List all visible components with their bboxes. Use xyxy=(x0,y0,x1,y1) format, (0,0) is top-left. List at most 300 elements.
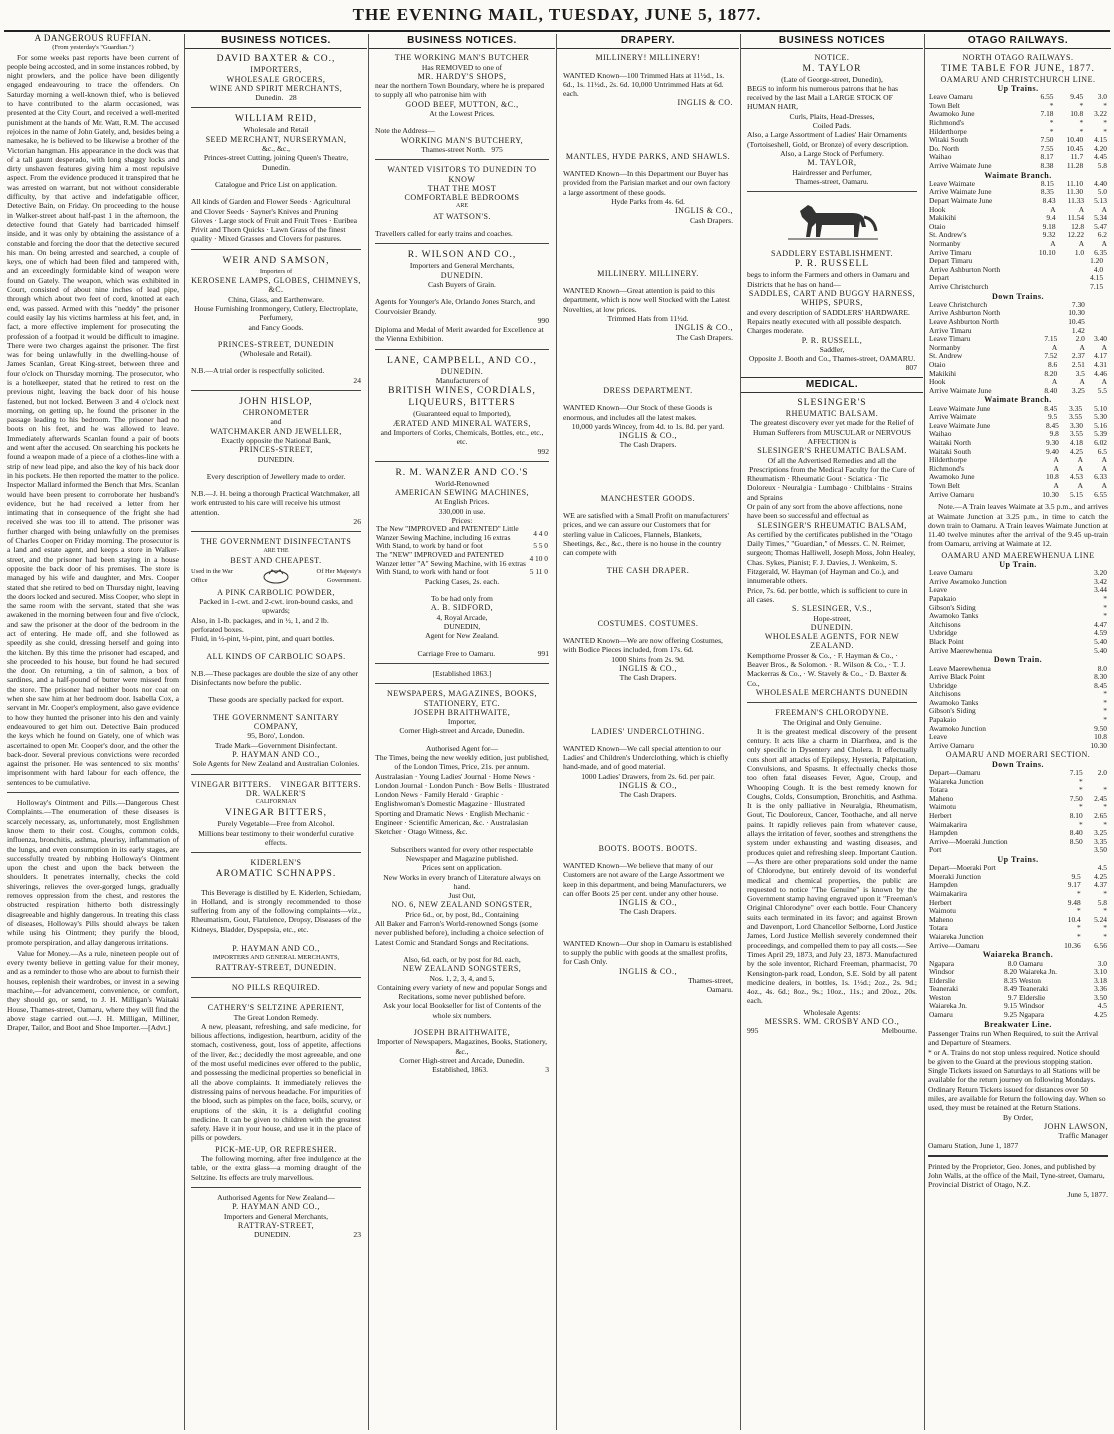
ad-signature: The Cash Drapers. xyxy=(619,907,677,917)
ad-line: 1000 Shirts from 2s. 9d. xyxy=(611,654,685,664)
section-title: Up Trains. xyxy=(997,83,1039,93)
time-cell: A xyxy=(1050,204,1056,214)
station-name: Waiareka Junction xyxy=(929,932,984,942)
timetable-waimate-4 xyxy=(928,405,1108,422)
ad-name: R. WILSON AND CO., xyxy=(407,250,517,261)
time-cell: 2.45 xyxy=(1094,793,1107,803)
time-cell: * xyxy=(1103,785,1107,795)
time-cell: 3.50 xyxy=(1094,845,1107,855)
ad-line: MR. HARDY'S SHOPS, xyxy=(417,71,507,81)
ad-line: Prices sent on application. xyxy=(422,863,502,873)
ad-line: MESSRS. WM. CROSBY AND CO., xyxy=(764,1017,900,1027)
ad-line: House Furnishing Ironmongery, Cutlery, Electroplate, Perfumery, xyxy=(194,303,358,323)
ad-line: World-Renowned xyxy=(435,478,489,488)
ad-line: Of Her Majesty's Government. xyxy=(316,568,361,585)
column-business-3 xyxy=(740,34,923,1430)
timetable-row xyxy=(928,846,1108,855)
time-cell: 8.49 xyxy=(1004,984,1017,994)
station-name: Leave Oamaru xyxy=(929,568,973,578)
station-name: Otaio xyxy=(929,360,946,369)
time-cell: Waiareka Jn. xyxy=(1018,967,1057,977)
ad-line: DUNEDIN. xyxy=(257,454,295,464)
ad-line: Millions bear testimony to their wonderful curative effects. xyxy=(198,828,354,847)
time-cell: 5.39 xyxy=(1094,429,1107,439)
ad-line: Melbourne. xyxy=(881,1026,917,1036)
ad-line: WORKING MAN'S BUTCHERY, xyxy=(400,135,524,145)
timetable-waimate-5 xyxy=(928,422,1108,499)
section-header-medical: MEDICAL. xyxy=(741,377,923,393)
ad-line: P. HAYMAN AND CO., xyxy=(232,1202,320,1212)
ad-line: Corner High-street and Arcade, Dunedin. xyxy=(399,1055,525,1065)
ad-underclothing xyxy=(563,727,733,800)
ad-line: AROMATIC SCHNAPPS. xyxy=(215,868,337,879)
time-cell: 7.15 xyxy=(1069,768,1083,778)
ad-line: ARE xyxy=(456,203,468,210)
time-cell: 5.8 xyxy=(1097,897,1107,907)
ad-line: Catalogue and Price List on application. xyxy=(215,179,337,189)
station-name: Awamoko Tanks xyxy=(929,611,979,621)
station-name: Totara xyxy=(929,923,948,933)
ad-name: R. M. WANZER AND CO.'S xyxy=(395,467,529,478)
timetable-row xyxy=(928,742,1108,751)
time-cell: 8.40 xyxy=(1069,828,1083,838)
ad-line: NEW ZEALAND SONGSTERS, xyxy=(402,964,522,974)
time-cell: Ngapara xyxy=(1018,1010,1045,1020)
section-title: Up Train. xyxy=(999,559,1037,569)
ad-line: 95, Boro', London. xyxy=(247,731,305,741)
ad-line: These goods are specially packed for export. xyxy=(208,695,344,705)
ad-body: This Beverage is distilled by E. Kiderlen, Schiedam, in Holland, and is strongly recommended to those suffering from any of the following complaints—viz., Rheumatism, Gout, Flatulence, Dropsy, Diseases of the Kidneys, Bladder, Dyspepsia, etc., etc. xyxy=(191,887,361,934)
ad-name: M. TAYLOR xyxy=(802,63,862,74)
ad-line: DUNEDIN. xyxy=(440,270,484,280)
section-title: Waimate Branch. xyxy=(984,395,1052,405)
time-cell: 4.0 xyxy=(1093,264,1104,274)
station-name: Leave Maerewhenua xyxy=(929,663,991,673)
ad-line: ALL KINDS OF CARBOLIC SOAPS. xyxy=(206,651,346,661)
timetable-down xyxy=(928,301,1108,396)
ad-braithwaite xyxy=(375,689,549,1074)
ad-body: WANTED Known—In this Department our Buyer has provided from the Parisian market and our own factory a large assortment of these goods. xyxy=(563,169,731,197)
time-cell: 10.4 xyxy=(1067,914,1081,924)
time-cell: A xyxy=(1101,377,1107,387)
timetable-row xyxy=(928,916,1108,925)
ad-body: WE are satisfied with a Small Profit on manufacturers' prices, and we can assure our Customers that for sterling value in Calicoes, Flannels, Blankets, Sheetings, &c., &c., there is no house in the country can compete with xyxy=(563,511,729,558)
time-cell: 4.53 xyxy=(1069,472,1083,482)
ad-number: 992 xyxy=(537,446,549,456)
column-business-1 xyxy=(184,34,367,1430)
time-cell: 9.45 xyxy=(1070,92,1084,102)
ad-body: It is the greatest medical discovery of the present century. It acts like a charm in Diarrhœa, and is the only specific in Dysentery and Cholera. It effectually cuts short all attacks of Epilepsy, Hysteria, Palpitation, Convulsions, and Spasms. It effectually checks those too often fatal diseases Fever, Ague, Croup, and Whooping Cough. It is the best remedy known for Coughs, Colds, Consumption, Bronchitis, and Asthma. It is the only palliative in Neuralgia, Rheumatism, Gout, Tic Douloreux, Cancer, Toothache, and all nerve pains. It rapidly relieves pain from whatever cause, allays the irritation of fever, soothes and strengthens the system under exhausting and wasting diseases, and produces quiet and refreshing sleep. Important Caution.—As there are other preparations sold under the name of Chlorodyne, but entirely devoid of its wonderful medical and chemical properties, the public are requested to notice "The Genuine" is known by the Government stamp having engraved upon it "Freeman's Original Chlorodyne" over each bottle. Four Chancery suits each terminated in its favor; and against Brown and Davenport, Lord Chancellor Selborne, Lord Justice James, Lord Justice Mellish severely condemned their proceedings, and compelled them to pay all costs.—See Times April 29, 1873, and July 23, 1873. Manufactured by the sole inventor, Richard Freeman, pharmacist, 70 Kensington-park road, London, S.E. Sold by all patent medicine dealers, in bottles, 1s. 1½d.; 2oz., 2s. 9d.; 4oz., 4s. 6d.; 8oz., 9s.; 10oz., 11s.; and 20oz., 20s. each. xyxy=(747,726,917,1006)
ad-body: WANTED Known—We call special attention to our Ladies' and Children's Underclothing, which is chiefly hand-made, and of good material. xyxy=(563,743,729,772)
ad-line: VINEGAR BITTERS. xyxy=(280,779,361,789)
ad-body: begs to inform the Farmers and others in Oamaru and Districts that he has on hand— xyxy=(747,270,910,289)
ad-line: Fluid, in ½-pint, ¼-pint, pint, and quart bottles. xyxy=(191,634,335,644)
time-cell: 7.52 xyxy=(1044,351,1058,361)
signature-name: JOHN LAWSON, xyxy=(1043,1121,1108,1131)
ad-line: VINEGAR BITTERS. xyxy=(191,779,272,789)
station-name: Awamoko Junction xyxy=(929,723,987,733)
ad-line: and Importers of Corks, Chemicals, Bottles, etc., etc., etc. xyxy=(380,427,544,447)
column-railways xyxy=(924,34,1111,1430)
time-cell: A xyxy=(1079,342,1085,352)
ad-line: Thames-street, Oamaru. xyxy=(795,176,869,186)
time-cell: 4.31 xyxy=(1094,360,1107,369)
ad-line: and Fancy Goods. xyxy=(248,322,304,332)
ad-line: The Times, being the new weekly edition, just published, of the London Times, Price, 21s. per annum. xyxy=(375,753,549,772)
ad-line: SADDLES, CART AND BUGGY HARNESS, WHIPS, SPURS, xyxy=(748,289,916,308)
ad-taylor xyxy=(747,53,917,186)
time-cell: * xyxy=(1103,706,1107,716)
ad-line: Packed in 1-cwt. and 2-cwt. iron-bound casks, and upwards; xyxy=(199,597,353,616)
ad-body: A new, pleasant, refreshing, and safe medicine, for bilious affections, indigestion, heartburn, acidity of the stomach, costiveness, gout, loss of appetite, affections of the liver, &c.; decidedly the most agreeable, and one of the most useful medicines ever offered to the public, and possessing the medicinal properties so beneficial in all the above complaints. It immediately relieves the distressing pains of nervous headache. For impurities of the blood, such as pimples on the face, boils, scurvy, or eruptions of the skin, it is a delightful cooling medicine. It can be given to children with the greatest safety. Have it in your house, and use it in the place of pills or powders. xyxy=(191,1021,361,1143)
time-cell xyxy=(1086,318,1108,327)
station-name: Maheno xyxy=(929,793,954,803)
station-name: Arrive—Moeraki Junction xyxy=(929,836,1008,846)
time-cell: 5.10 xyxy=(1094,403,1107,413)
ad-line: DUNEDIN. xyxy=(440,366,484,376)
station-name: Waiareka Jn. xyxy=(929,1001,967,1011)
ad-line: Manufacturers of xyxy=(435,376,489,386)
time-cell: 9.40 xyxy=(1045,446,1059,456)
time-cell: * xyxy=(1049,126,1054,136)
ad-line: Also, a Large Stock of Perfumery. xyxy=(780,148,884,158)
station-name: Arrive Waimate June xyxy=(929,187,992,197)
timetable-note: * or A. Trains do not stop unless required. Notice should be given to the Guard at the previous stopping station. xyxy=(928,1047,1100,1066)
ad-wilson xyxy=(375,249,549,343)
time-cell: 5.47 xyxy=(1094,221,1107,231)
timetable-row xyxy=(928,968,1108,977)
ad-signature: INGLIS & CO., xyxy=(674,206,733,216)
time-cell: A xyxy=(1078,204,1085,214)
ad-line: RATTRAY-STREET, DUNEDIN. xyxy=(215,962,337,972)
timetable-row xyxy=(928,985,1108,994)
ad-line: Hairdresser and Perfumer, xyxy=(792,167,872,177)
station-name: Arrive Oamaru xyxy=(929,740,974,750)
ad-disinfectants xyxy=(191,537,361,768)
station-name: Arrive Christchurch xyxy=(929,281,989,291)
ad-line: Hyde Parks from 4s. 6d. xyxy=(611,196,685,206)
time-cell: 9.5 xyxy=(1047,412,1058,422)
ad-name: CATHERY'S SELTZINE APERIENT, xyxy=(207,1003,345,1013)
ad-line: P. HAYMAN AND CO., xyxy=(232,944,320,954)
ad-number: 23 xyxy=(353,1230,361,1240)
time-cell: A xyxy=(1101,204,1107,214)
ad-wanzer xyxy=(375,467,549,678)
time-cell: 10.30 xyxy=(1090,740,1107,750)
station-name: Hilderthorpe xyxy=(929,126,967,136)
station-name: Arrive Oamaru xyxy=(929,489,974,499)
ad-line: To be had only from xyxy=(431,594,493,604)
ad-line: Corner High-street and Arcade, Dunedin. xyxy=(399,726,525,736)
station-name: Leave Waimate June xyxy=(929,420,991,430)
time-cell: * xyxy=(1078,776,1083,786)
station-name: Hilderthorpe xyxy=(929,455,967,465)
ad-line: SLESINGER'S RHEUMATIC BALSAM, xyxy=(757,520,907,530)
time-cell: 3.22 xyxy=(1094,109,1107,119)
time-cell: 8.40 xyxy=(1044,385,1058,395)
timetable-row xyxy=(928,907,1108,916)
station-name: Leave xyxy=(929,585,948,595)
time-cell: 4.59 xyxy=(1094,628,1107,638)
time-cell: 8.15 xyxy=(1040,178,1054,188)
time-cell: 4.20 xyxy=(1094,143,1107,153)
station-name: Witaki South xyxy=(929,135,968,145)
time-cell: A xyxy=(1101,463,1107,473)
station-name: Makikihi xyxy=(929,368,957,378)
time-cell: 7.18 xyxy=(1040,109,1054,119)
timetable-title: NORTH OTAGO RAILWAYS. xyxy=(962,53,1074,63)
ad-line: A. B. SIDFORD, xyxy=(430,603,494,613)
column-drapery xyxy=(556,34,739,1430)
station-name: Herbert xyxy=(929,811,952,821)
ad-baxter xyxy=(191,53,361,102)
ad-body: WANTED Known—We are now offering Costumes, with Bodice Pieces included, from 17s. 6d. xyxy=(563,636,723,655)
ad-line: Agents for Younger's Ale, Orlando Jones Starch, and Courvoisier Brandy. xyxy=(375,297,535,316)
station-name: Papakaio xyxy=(929,715,957,725)
time-cell: 3.5 xyxy=(1075,368,1085,378)
time-cell: 8.35 xyxy=(1004,975,1017,985)
time-cell: A xyxy=(1053,481,1059,491)
station-name: Herbert xyxy=(929,897,952,907)
ad-name: MANCHESTER GOODS. xyxy=(600,493,696,503)
ad-body: Or pain of any sort from the above affections, none have been so successful and effectual as xyxy=(747,501,903,521)
time-cell: A xyxy=(1053,463,1059,473)
ad-line: NO. 6, NEW ZEALAND SONGSTER, xyxy=(391,900,533,910)
ad-line: WHOLESALE GROCERS, xyxy=(226,74,326,84)
ad-line: All Baker and Farron's World-renowned Songs (some never published before), including a choice selection of Latest Comic and Standard Songs and Recitations. xyxy=(375,919,544,947)
ad-body: As certified by the certificates published in the "Otago Daily Times," "Guardian," of Messrs. C. N. Reimer, surgeon; Thomas Halliwell, Joseph Moss, John Healey, Chas. Sykes, Pianist; F. J. Davies, J. Wenkeim, S. Fitzgerald, W. Hayman (of Hayman and Co.), and innumerable others. xyxy=(747,529,916,586)
ad-line: IMPORTERS AND GENERAL MERCHANTS, xyxy=(212,954,340,962)
time-cell: 8.35 xyxy=(1040,187,1054,197)
ad-line: PRINCES-STREET, DUNEDIN xyxy=(217,339,335,349)
time-cell: A xyxy=(1078,238,1085,248)
time-cell: A xyxy=(1101,481,1107,491)
station-name: Normanby xyxy=(929,238,961,248)
ad-line: WHOLESALE AGENTS, FOR NEW ZEALAND. xyxy=(764,632,900,651)
time-cell: 11.7 xyxy=(1070,152,1084,162)
ad-signature: INGLIS & CO., xyxy=(618,663,678,673)
ad-line: PICK-ME-UP, OR REFRESHER. xyxy=(215,1144,337,1154)
time-cell: 9.17 xyxy=(1067,880,1081,890)
ad-line: SLESINGER'S RHEUMATIC BALSAM. xyxy=(757,446,907,456)
time-cell: 10.8 xyxy=(1045,472,1059,482)
station-name: Waimakarira xyxy=(929,819,967,829)
ad-line: Just Out, xyxy=(448,891,476,901)
station-name: Arrive Waimate June xyxy=(929,160,992,170)
time-cell: 11.54 xyxy=(1067,213,1085,223)
time-cell: 4.46 xyxy=(1094,368,1107,378)
ad-line: BRITISH WINES, CORDIALS, LIQUEURS, BITTERS xyxy=(388,386,536,409)
ad-line: DUNEDIN, xyxy=(443,622,481,632)
price-row-desc: The "NEW" IMPROVED and PATENTED Wanzer letter "A" Sewing Machine, with 16 extras xyxy=(376,550,526,568)
time-cell: 10.8 xyxy=(1094,732,1107,742)
station-name: Port xyxy=(929,845,942,855)
signature-place: Oamaru Station, June 1, 1877 xyxy=(928,1140,1019,1150)
ad-line: Subscribers wanted for every other respectable Newspaper and Magazine published. xyxy=(390,844,534,863)
timetable-moe-up xyxy=(928,864,1108,950)
station-name: Waimotu xyxy=(929,906,956,916)
ad-line: N.B.—J. H. being a thorough Practical Watchmaker, all work entrusted to his care will receive his utmost attention. xyxy=(191,489,360,517)
time-cell: 11.33 xyxy=(1067,196,1085,206)
time-cell: 10.30 xyxy=(1042,489,1059,499)
time-cell: 10.45 xyxy=(1068,317,1085,327)
ad-line: JOSEPH BRAITHWAITE, xyxy=(413,1028,511,1038)
price-table xyxy=(375,525,549,577)
station-name: Waitaki South xyxy=(929,446,971,456)
time-cell: * xyxy=(1078,802,1083,812)
time-cell: 4.45 xyxy=(1094,152,1107,162)
time-cell: 5.30 xyxy=(1094,412,1107,422)
station-name: Depart Waimate June xyxy=(929,196,993,206)
ad-line: Importer, xyxy=(447,717,477,727)
station-name: Arrive Maerewhenua xyxy=(929,645,992,655)
ad-line: (Late of George-street, Dunedin), xyxy=(781,74,883,84)
timetable-row xyxy=(928,960,1108,969)
station-name: Arrive Timaru xyxy=(929,325,972,335)
ad-line: &c., &c., xyxy=(261,144,291,154)
station-name: Maheno xyxy=(929,914,954,924)
station-name: Arrive Awamoko Junction xyxy=(929,576,1007,586)
time-cell: 11.28 xyxy=(1066,160,1084,170)
timetable-note: Passenger Trains run When Required, to suit the Arrival and Departure of Steamers. xyxy=(928,1028,1099,1048)
ad-line: Also, a Large Assortment of Ladies' Hair Ornaments (Tortoiseshell, Gold, or Bronze) of every description. xyxy=(747,130,909,149)
ad-line: Princes-street Cutting, joining Queen's Theatre, Dunedin. xyxy=(203,153,349,172)
station-name: Waihao xyxy=(929,429,952,439)
ad-line: CHRONOMETER xyxy=(242,408,310,418)
ad-line: Importers and General Merchants, xyxy=(223,1211,329,1221)
price-row-desc: With Stand, to work by hand or foot xyxy=(376,541,483,551)
time-cell: 6.56 xyxy=(1094,940,1107,950)
time-cell: 9.4 xyxy=(1046,213,1056,223)
station-name: Arrive Waimate xyxy=(929,412,977,422)
time-cell: 3.35 xyxy=(1069,403,1083,413)
time-cell: * xyxy=(1103,602,1107,612)
section-title: Down Trains. xyxy=(992,759,1044,769)
time-cell: * xyxy=(1079,126,1084,136)
timetable-mae-up xyxy=(928,569,1108,655)
ad-line: AMERICAN SEWING MACHINES, xyxy=(394,488,530,498)
time-cell: A xyxy=(1077,455,1083,465)
station-name: Hook xyxy=(929,377,946,387)
ad-line: and xyxy=(270,417,282,427)
time-cell: * xyxy=(1078,785,1083,795)
ad-name: KIDERLEN'S xyxy=(250,858,302,868)
time-cell: 6.55 xyxy=(1040,92,1054,102)
station-name: Arrive Timaru xyxy=(929,247,972,257)
holloway-notice: Holloway's Ointment and Pills.—Dangerous Chest Complaints.—The enumeration of these diseases is scarcely necessary, as, unfortunately, most Englishmen know them to their cost. Coughs, common colds, influenza, bronchitis, asthma, pleurisy, inflammation of the lungs, and even consumption in its early stages, are successfully treated by rubbing Holloway's Ointment upon the chest and upon the back between the shoulders. It penetrates internally, checks the cold shiverings, relieves the over-gorged lungs, gradually removes oppression from the chest, and restores the obstructed respiration hitherto both distressingly disagreeable and highly dangerous. In treating this class of diseases, Holloway's Pills should always be taken while using his Ointment; they purify the blood, promote perspiration, and allay dangerous irritations. xyxy=(7,798,179,947)
time-cell xyxy=(1036,318,1058,327)
station-name: Do. North xyxy=(929,143,959,153)
ad-line: COMFORTABLE BEDROOMS xyxy=(404,193,520,203)
ad-name: DRESS DEPARTMENT. xyxy=(603,385,693,395)
time-cell: * xyxy=(1103,594,1107,604)
ad-line: N.B.—A trial order is respectfully solicited. xyxy=(191,366,325,376)
ad-line: S. SLESINGER, V.S., xyxy=(791,604,873,614)
ad-body: BEGS to inform his numerous patrons that he has received by the last Mail a LARGE STOCK OF HUMAN HAIR, xyxy=(747,83,899,112)
time-cell: A xyxy=(1051,377,1058,387)
time-cell: 6.5 xyxy=(1097,446,1107,456)
ad-name: SADDLERY ESTABLISHMENT. xyxy=(771,249,893,259)
ad-watsons xyxy=(375,165,549,238)
time-cell: A xyxy=(1079,377,1085,387)
time-cell: 3.25 xyxy=(1071,385,1085,395)
ad-name: NEWSPAPERS, MAGAZINES, BOOKS, STATIONERY, ETC. xyxy=(386,689,537,708)
station-name: Leave Ashburton North xyxy=(929,317,999,327)
ad-name: BOOTS. BOOTS. BOOTS. xyxy=(598,843,698,853)
time-cell: 5.5 xyxy=(1097,385,1107,395)
timetable-waimate-3 xyxy=(928,257,1108,291)
ad-number: 3 xyxy=(545,1065,549,1075)
time-cell: * xyxy=(1103,715,1107,725)
ad-weir-samson xyxy=(191,255,361,385)
ad-line: WINE AND SPIRIT MERCHANTS, xyxy=(209,83,343,93)
station-name: Makikihi xyxy=(929,213,957,223)
ad-line: 1000 Ladies' Drawers, from 2s. 6d. per pair. xyxy=(581,771,715,781)
time-cell: 3.44 xyxy=(1094,585,1107,595)
time-cell: 4.25 xyxy=(1094,1010,1107,1020)
station-name: Depart—Moeraki Port xyxy=(929,863,996,873)
ad-number: 991 xyxy=(537,648,549,658)
ad-line: Importer of Newspapers, Magazines, Books, Stationery, &c., xyxy=(376,1037,548,1056)
ad-name: WEIR AND SAMSON, xyxy=(222,255,330,266)
station-name: Hampden xyxy=(929,880,958,890)
time-cell: 2.0 xyxy=(1097,768,1107,778)
ad-body: WANTED Known—Our Stock of these Goods is enormous, and includes all the latest makes. xyxy=(563,403,713,422)
ad-signature: THE CASH DRAPER. xyxy=(606,565,690,575)
station-name: Weston xyxy=(929,992,951,1002)
time-cell: * xyxy=(1049,117,1054,127)
timetable-row xyxy=(928,387,1108,396)
time-cell: 7.55 xyxy=(1040,143,1054,153)
time-cell: A xyxy=(1053,455,1059,465)
ad-body: The greatest discovery ever yet made for the Relief of Human Sufferers from MUSCULAR or NERVOUS AFFECTION is xyxy=(750,418,914,446)
ad-line: Trimmed Hats from 11½d. xyxy=(607,314,689,324)
time-cell: 1.20 xyxy=(1090,256,1104,266)
ad-line: ÆRATED AND MINERAL WATERS, xyxy=(393,418,531,428)
timetable-row xyxy=(928,1011,1108,1020)
time-cell: 9.18 xyxy=(1042,221,1056,231)
time-cell xyxy=(1036,301,1058,310)
ad-name: COSTUMES. COSTUMES. xyxy=(597,618,699,628)
time-cell: A xyxy=(1101,455,1107,465)
time-cell: 8.6 xyxy=(1048,360,1058,369)
timetable-row xyxy=(928,890,1108,899)
timetable-row xyxy=(928,1002,1108,1011)
time-cell: A xyxy=(1101,238,1107,248)
time-cell: 3.55 xyxy=(1069,412,1083,422)
station-name: Depart—Oamaru xyxy=(929,768,981,778)
ad-line: Saddler, xyxy=(819,344,845,354)
ad-body: Of all the Advertised Remedies and all the Prescriptions from the Medical Faculty for the Cure of xyxy=(749,455,915,474)
ad-line: Has REMOVED to one of xyxy=(421,62,503,72)
time-cell: 5.8 xyxy=(1097,160,1107,170)
time-cell: 3.25 xyxy=(1094,828,1107,838)
ad-line: The Original and Only Genuine. xyxy=(782,717,882,727)
ad-list: Australasian · Young Ladies' Journal · Home News · London Journal · London Punch · Bow Bells · Illustrated London News · Family Herald · Graphic · Englishwoman's Domestic Magazine · Illustrated Sporting and Dramatic News · English Mechanic · Engineer · Scientific American, &c. · Australasian Sketcher · Otago Witness, &c. xyxy=(375,771,549,837)
ad-number: 26 xyxy=(353,516,361,526)
station-name: Gibson's Siding xyxy=(929,602,976,612)
time-cell xyxy=(1036,309,1058,318)
ad-signature: The Cash Drapers. xyxy=(619,440,677,450)
time-cell: Windsor xyxy=(1018,1001,1045,1011)
ad-number: 990 xyxy=(537,315,549,325)
time-cell: 3.0 xyxy=(1097,92,1107,102)
ad-line: A PINK CARBOLIC POWDER, xyxy=(217,587,335,597)
ad-millinery xyxy=(563,53,733,107)
time-cell: 6.02 xyxy=(1094,438,1107,448)
time-cell: 12.22 xyxy=(1067,230,1085,240)
masthead: THE EVENING MAIL, TUESDAY, JUNE 5, 1877. xyxy=(352,5,762,24)
